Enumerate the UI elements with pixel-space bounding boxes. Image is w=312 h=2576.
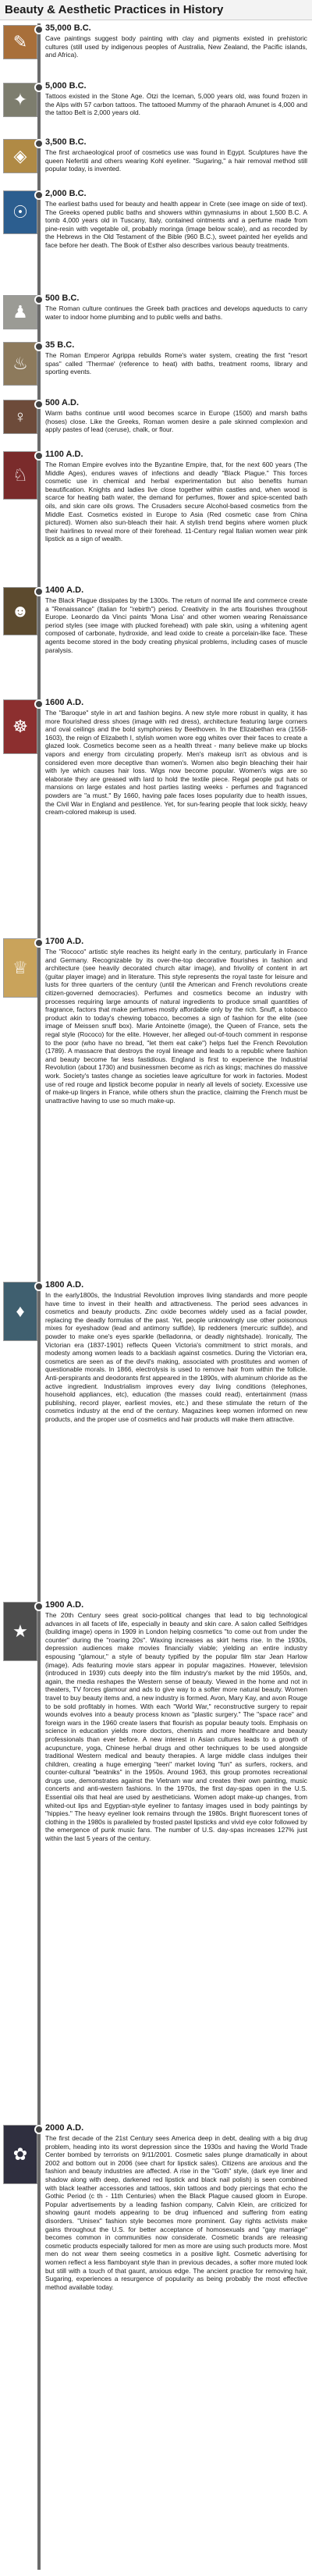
- flapper-portrait-icon: ★: [3, 1602, 37, 1661]
- entry-year: 1800 A.D.: [45, 1280, 84, 1290]
- timeline-dot: [34, 25, 44, 34]
- knight-icon: ♘: [3, 451, 37, 500]
- cave-painting-icon: ✎: [3, 25, 37, 59]
- entry-text: The Black Plague dissipates by the 1300s. The return of normal life and commerce create a "Renaissance" (Italian for "rebirth") period. Creativity in the arts flourishes throughout Europe. Leonardo da Vinci paints 'Mona Lisa' and other women wearing Renaissance period styles (see image with plucked forehead) with pale skin, using a whitening agent composed of carbonate, hydroxide, and lead oxide to create a porcelain-like face. These agents become stored in the body creating physical problems, including cases of muscle paralysis.: [45, 596, 307, 654]
- timeline-dot: [34, 342, 44, 351]
- baroque-portrait-icon: ☸: [3, 699, 37, 754]
- timeline-dot: [34, 1602, 44, 1611]
- timeline-entry-1600ad: [0, 698, 312, 932]
- roman-bath-icon: ♨: [3, 342, 37, 386]
- timeline-dot: [34, 190, 44, 200]
- timeline-dot: [34, 1282, 44, 1291]
- entry-text: The 20th Century sees great socio-political changes that lead to big technological advances in all facets of life, especially in beauty and skin care. A salon called Selfridges (building image) opens in 1909 in London helping cosmetics "to come out from under the counter" during the "roaring 20s". Waxing increases as skirt hems rise. In the 1930s, depression audiences make movies financially viable; yielding an entire industry espousing "glamour," a style of beauty typified by the popular film star Jean Harlow (image). Ads featuring movie stars appear in popular magazines. However, television (introduced in 1939) cuts deeply into the film industry's market by the mid 1950s, and, again, the media reshapes the Western sense of beauty. Viewed in the home and not in theaters, TV forces glamour and ads to give way to a softer more natural beauty. Women travel to buy beauty items and, a new industry is formed. Avon, Mary Kay, and avon Rouge to be sold profitably in homes. With each "World War," reconstructive surgery to repair wounds evolves into a beauty process known as "plastic surgery." The "space race" and foreign wars in the 1960 create lasers that flourish as popular beauty tools. Emphasis on science in education yields more doctors, chemists and more healthcare and beauty professionals than ever before. A new interest in Asian cultures leads to a growth of acupuncture, yoga, Chinese herbal drugs and other techniques to be used alongside traditional Western medical and beauty therapies. A large middle class indulges their children, creating a huge emerging "teen" market loving "fun" as surfers, rockers, and counter-cultural "beatniks" in the 1950s. Around 1963, this group promotes recreational drugs use, demonstrates against the Vietnam war and creates their own painting, music concerts and anti-western fashions. In the 1970s, the first day-spas open in the U.S. Essential oils that heal are used by aestheticians. Women adopt make-up changes, from whited-out lips and Egyptian-style eyeliner to fantasy images used in body paintings by "hippies." The heavy eyeliner look remains through the 1980s. Bright fluorescent tones of clothing in the 1980s is paralleled by frosted pastel lipsticks and vivid eye color followed by the emergence of punk music fans. The number of U.S. day-spas increases 127% just within the last 5 years of the century.: [45, 1611, 307, 1843]
- entry-year: 500 A.D.: [45, 398, 80, 407]
- timeline-dot: [34, 938, 44, 948]
- timeline-dot: [34, 295, 44, 304]
- entry-year: 1100 A.D.: [45, 450, 83, 459]
- entry-year: 1600 A.D.: [45, 698, 84, 707]
- entry-text: The Roman Empire evolves into the Byzantine Empire, that, for the next 600 years (The Middle Ages), endures waves of infections and deadly "Black Plague." This forces cosmetic use in chemical and herbal experimentation but also benefits human beautification. Knights and ladies live close together within castles and, when wood is scarce for heating bath water, the demand for perfumes, flower and spice-scented bath oils, and skin care oils grows. The Crusaders secure Alcohol-based cosmetics from the Middle East. Cosmetics existed in Europe to Asia (Red cosmetic case from China pictured). Women also sun-bleach their hair. A stylish trend begins where women pluck their hairlines to reveal more of their forehead. 11-Century regal Italian women wear pink lipstick as a sign of wealth.: [45, 461, 307, 543]
- timeline-dot: [34, 587, 44, 596]
- timeline-dot: [34, 400, 44, 409]
- entry-text: The Roman culture continues the Greek bath practices and develops aqueducts to carry water to indoor home plumbing and to public wells and baths.: [45, 304, 307, 321]
- timeline-dot: [34, 2125, 44, 2134]
- entry-year: 35,000 B.C.: [45, 23, 91, 33]
- entry-text: In the early1800s, the Industrial Revolution improves living standards and more people have time to invest in their health and attractiveness. The period sees advances in cosmetics and beauty products. Zinc oxide becomes widely used as a facial powder, replacing the deadly formulas of the past. Yet, people unknowingly use other poisonous mixes for eyeshadow (lead and antimony sulfide), lip reddeners (mercuric sulfide), and powder to make one's eyes sparkle (belladonna, or deadly nightshade). Ironically, The Victorian era (1837-1901) reflects Queen Victoria's commitment to strict morals, and modesty among women leads to a backlash against cosmetics. During the Victorian era, cosmetics are seen as of the devil's making, associated with prostitutes and women of questionable morals. In 1866, electrolysis is used to remove hair from within the follicle. Anti-perspirants and deodorants first appeared in the 1890s, with aluminum chloride as the active ingredient. Industrialism improves every day living conditions (telephones, household appliances, etc), education (the masses could read), entertainment (mass publishing, record player, earliest movies, etc.) and these stimulate the return of the cosmetics industry at the end of the century. Magazines keep women informed on new products, and the proper use of cosmetics and hair products will make them attractive.: [45, 1291, 307, 1423]
- timeline-entry-1900ad: [0, 1600, 312, 2115]
- entry-text: The first archaeological proof of cosmetics use was found in Egypt. Sculptures have the queen Nefertiti and others wearing Kohl eyeliner. "Sugaring," a hair removal method still popular today, is invented.: [45, 148, 307, 173]
- entry-text: The first decade of the 21st Century sees America deep in debt, dealing with a big drug problem, heading into its worst depression since the 1930s and having the World Trade Center bombed by terrorists on 9/11/2001. Cosmetic sales plunge dramatically in about 2002 and bottom out in 2006 (see chart for lipstick sales). Citizens are anxious and the fashion and beauty industries are affected. A rise in the "Goth" style, (dark eye liner and shadow along with deep, darkened red lipstick and black nail polish) is seen combined with black leather accessories and tattoos, skin tattoos and body piercings that echo the Gothic Period (c th - 11th Centuries) when the Black Plague caused gloom in Europe. Popular advertisements by a leading fashion company, Calvin Klein, are criticized for showing gaunt models appearing to be drug influenced and suffering from eating disorders. "Unisex" fashion style becomes more prominent. Gay rights activists make gains throughout the U.S. for better acceptance of homosexuals and "gay marriage" becomes common in communities now considerate. Cosmetic brands are releasing cosmetic products especially tailored for men as more are using such products more. Most men do not wear them seeing cosmetics in a positive light. Cosmetic advertising for women reflect a less flamboyant style than in previous decades, a softer more muted look but still with a touch of that gaunt, anxious edge. The ancient practice for removing hair, Sugaring, experiences a resurgence of popularity as being probably the most effective method available today.: [45, 2134, 307, 2291]
- entry-year: 2000 A.D.: [45, 2123, 84, 2133]
- rococo-portrait-icon: ♕: [3, 938, 37, 998]
- timeline-entry-1400ad: [0, 585, 312, 695]
- entry-year: 1400 A.D.: [45, 585, 84, 595]
- victorian-woman-icon: ♦: [3, 1282, 37, 1341]
- entry-year: 2,000 B.C.: [45, 189, 87, 198]
- timeline-dot: [34, 451, 44, 461]
- timeline-entry-2000ad: [0, 2123, 312, 2570]
- medieval-woman-icon: ♀: [3, 400, 37, 434]
- timeline-entry-35000bc: [0, 23, 312, 78]
- timeline-entry-5000bc: [0, 81, 312, 134]
- egyptian-mask-icon: ☉: [3, 190, 37, 234]
- entry-text: The "Baroque" style in art and fashion begins. A new style more robust in quality, it has more flourished dress shoes (image with red dress), architecture featuring large corners and oval ceilings and the bold symphonies by Beethoven. In the Elizabethan era (1558-1603), the reign of Elizabeth I, stylish women wore egg whites over their faces to create a glazed look. Cosmetics become seen as a health threat - many believe make up blocks vapors and energy from circulating properly. Men's makeup isn't as obvious and is considered even more deceptive than women's. Women also begin bleaching their hair with lye which causes hair loss. Wigs now become popular. Women's wigs are so elaborate they are greased with lard to hold the textile piece. Regal people put hats or mansions on large estates and host parties lasting weeks - perfumes and fragranced powders are "a must." By 1660, having pale faces loses popularity due to health issues, the Civil War in England and pestilence. Yet, for sun-fearing people that look sickly, heavy cream-colored makeup is used.: [45, 709, 307, 817]
- timeline-dot: [34, 139, 44, 148]
- entry-year: 35 B.C.: [45, 340, 75, 350]
- timeline-entry-2000bc: [0, 189, 312, 290]
- timeline-dot: [34, 83, 44, 92]
- entry-year: 500 B.C.: [45, 294, 80, 303]
- entry-text: The earliest baths used for beauty and health appear in Crete (see image on side of text). The Greeks opened public baths and showers within gymnasiums in about 1,500 B.C. A tomb 4,000 years old in Tuscany, Italy, contained ointments and a perfume made from pine-resin with vegetable oil, probably moringa (image below scale), and as recorded by the Hebrews in the Old Testament of the Bible (960 B.C.), sweet painted her eyelids and face before her death. The Book of Esther also describes various beauty treatments.: [45, 200, 307, 249]
- modern-woman-icon: ✿: [3, 2125, 37, 2184]
- entry-year: 1900 A.D.: [45, 1600, 84, 1610]
- timeline-entry-1800ad: [0, 1280, 312, 1592]
- timeline-entry-500ad: [0, 398, 312, 447]
- entry-text: The "Rococo" artistic style reaches its height early in the century, particularly in France and Germany. Recognizable by its over-the-top decorative flourishes in fashion and architecture (see heavily decorated church altar image), and frivolity of content in art (guitar player image) and in literature. This style represents the royal taste for leisure and lusts for three quarters of the century (until the American and French revolutions create citizen-governed democracies). Perfumes and cosmetics become an industry with processes requiring large amounts of natural ingredients to produce small quantities of fragrance, factors that make perfumes mostly affordable only by the rich. Snuff, a tobacco product akin to today's chewing tobacco, becomes a sign of fashion for the elite (see image of Meissen snuff box). Marie Antoinette (image), the Queen of France, sets the regal style (Rococo) for the elite. However, her alleged out-of-touch comment in response to the poor (who have no bread, "let them eat cake") helps fuel the French Revolution (1789). A massacre that destroys the royal lineage and leads to a republic where fashion and beauty become far less fastidious. England is first to experience the Industrial Revolution (about 1730) and businessmen become as rich as kings; machines do massive work. Society's tastes change as societies leave agriculture for work in factories. Modest use of red rouge and lipstick become popular in nearly all levels of society. Excessive use of make-up lingers in France, while others shun the practice, claiming the French must be unattractive having to use so much make-up.: [45, 948, 307, 1105]
- renaissance-portrait-icon: ☻: [3, 587, 37, 635]
- timeline-entry-1100ad: [0, 450, 312, 582]
- entry-year: 3,500 B.C.: [45, 137, 87, 147]
- timeline-entry-35bc: [0, 340, 312, 395]
- entry-text: Tattoos existed in the Stone Age. Ötzi the Iceman, 5,000 years old, was found frozen in the Alps with 57 carbon tattoos. The tattooed Mummy of the pharaoh Amunet is 4,000 and the tattoo Belt is 2,000 years old.: [45, 92, 307, 117]
- tattoo-icon: ✦: [3, 83, 37, 117]
- entry-text: The Roman Emperor Agrippa rebuilds Rome's water system, creating the first "resort spas" called 'Thermae' (reference to heat) with baths, treatment rooms, library and sporting events.: [45, 351, 307, 376]
- page-title: Beauty & Aesthetic Practices in History: [0, 0, 312, 20]
- cosmetics-jar-icon: ◈: [3, 139, 37, 173]
- timeline-entry-3500bc: [0, 137, 312, 186]
- entry-year: 5,000 B.C.: [45, 81, 87, 91]
- timeline-entry-1700ad: [0, 937, 312, 1272]
- entry-text: Warm baths continue until wood becomes scarce in Europe (1500) and marsh baths (hoses) close. Like the Greeks, Roman women desire a pale skinned complexion and apply pastes of lead (ceruse), chalk, or flour.: [45, 409, 307, 434]
- entry-text: Cave paintings suggest body painting with clay and pigments existed in prehistoric cultures (still used by indigenous peoples of Australia, New Zealand, the Pacific islands, and Africa).: [45, 34, 307, 59]
- entry-year: 1700 A.D.: [45, 937, 84, 946]
- timeline-dot: [34, 699, 44, 709]
- timeline-entry-500bc: [0, 294, 312, 337]
- roman-bust-icon: ♟: [3, 295, 37, 329]
